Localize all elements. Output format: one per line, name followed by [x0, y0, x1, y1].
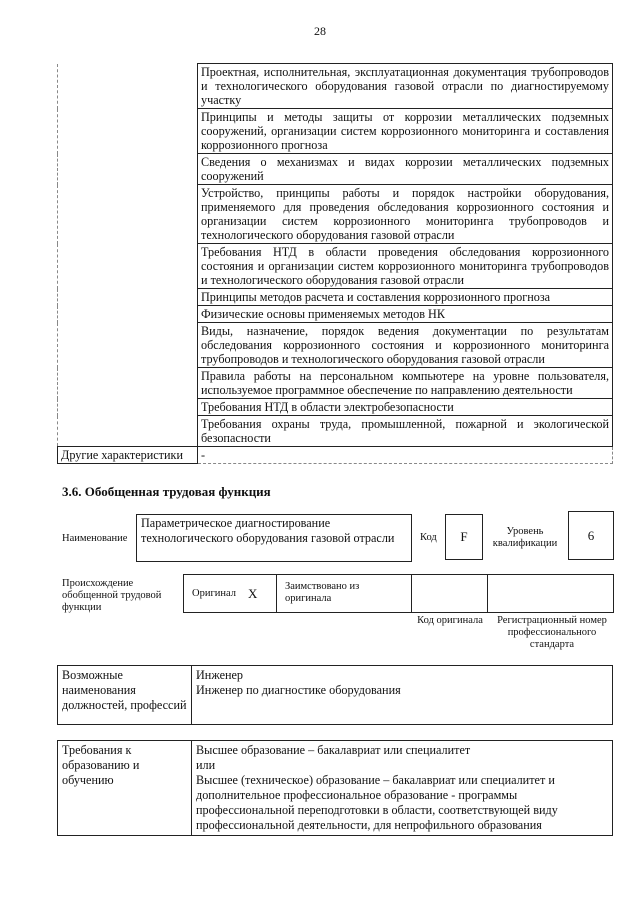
positions-values	[192, 666, 613, 725]
borrowed-label: Заимствовано из оригинала	[285, 581, 360, 604]
knowledge-row: Принципы методов расчета и составления коррозионного прогноза	[198, 289, 613, 306]
education-line: Высшее образование – бакалавриат или специалитет	[196, 743, 471, 757]
level-value: 6	[587, 527, 595, 543]
reg-number-caption: Регистрационный номер профессионального стандарта	[497, 615, 607, 650]
page-number: 28	[314, 24, 326, 38]
code-value: F	[460, 529, 468, 544]
knowledge-table	[57, 63, 613, 464]
positions-table	[57, 665, 613, 725]
knowledge-row: Правила работы на персональном компьютере на уровне пользователя, используемое программное обеспечение по направлению деятельности	[198, 368, 613, 399]
level-label: Уровень квалификации	[492, 526, 558, 549]
knowledge-row: Устройство, принципы работы и порядок настройки оборудования, применяемого для проведения обследования коррозионного состояния и организации систем коррозионного мониторинга трубопроводов и технологического оборудования газовой отрасли	[198, 185, 613, 244]
knowledge-row: Требования НТД в области электробезопасности	[198, 399, 613, 416]
position-item: Инженер по диагностике оборудования	[196, 683, 401, 697]
other-characteristics-label: Другие характеристики	[58, 447, 198, 464]
origin-code-caption: Код оригинала	[417, 615, 483, 626]
original-label: Оригинал	[192, 588, 236, 599]
other-characteristics-value: -	[198, 447, 613, 464]
original-mark: X	[248, 585, 258, 601]
function-name: Параметрическое диагностирование технологического оборудования газовой отрасли	[141, 516, 395, 545]
knowledge-row: Виды, назначение, порядок ведения документации по результатам обследования коррозионного состояния и коррозионного мониторинга трубопроводов и технологического оборудования газовой отрасли	[198, 323, 613, 368]
section-title: 3.6. Обобщенная трудовая функция	[62, 484, 271, 499]
education-values	[192, 741, 613, 836]
education-line: Высшее (техническое) образование – бакалавриат или специалитет и дополнительное профессиональное образование - программы профессиональной переподготовки в области, соответствующей виду профессиональной деятельности, для непрофильного образования	[196, 773, 558, 832]
origin-code-cell	[411, 574, 488, 613]
positions-label: Возможные наименования должностей, профессий	[58, 666, 192, 725]
knowledge-row: Сведения о механизмах и видах коррозии металлических подземных сооружений	[198, 154, 613, 185]
origin-label: Происхождение обобщенной трудовой функции	[62, 578, 162, 613]
education-line: или	[196, 758, 216, 772]
knowledge-row: Физические основы применяемых методов НК	[198, 306, 613, 323]
knowledge-row: Проектная, исполнительная, эксплуатационная документация трубопроводов и технологического оборудования газовой отрасли по диагностируемому участку	[198, 64, 613, 109]
borrowed-cell	[276, 574, 412, 613]
knowledge-label-cell	[58, 64, 198, 447]
code-box	[445, 514, 483, 560]
level-box	[568, 511, 614, 560]
knowledge-row: Требования охраны труда, промышленной, пожарной и экологической безопасности	[198, 416, 613, 447]
knowledge-row: Требования НТД в области проведения обследования коррозионного состояния и организации систем коррозионного мониторинга трубопроводов и технологического оборудования газовой отрасли	[198, 244, 613, 289]
code-label: Код	[420, 532, 437, 543]
function-name-box	[136, 514, 412, 562]
knowledge-row: Принципы и методы защиты от коррозии металлических подземных сооружений, организации систем коррозионного мониторинга и составления коррозионного прогноза	[198, 109, 613, 154]
education-table	[57, 740, 613, 836]
original-cell	[183, 574, 277, 613]
name-label: Наименование	[62, 533, 128, 544]
position-item: Инженер	[196, 668, 244, 682]
education-label: Требования к образованию и обучению	[58, 741, 192, 836]
